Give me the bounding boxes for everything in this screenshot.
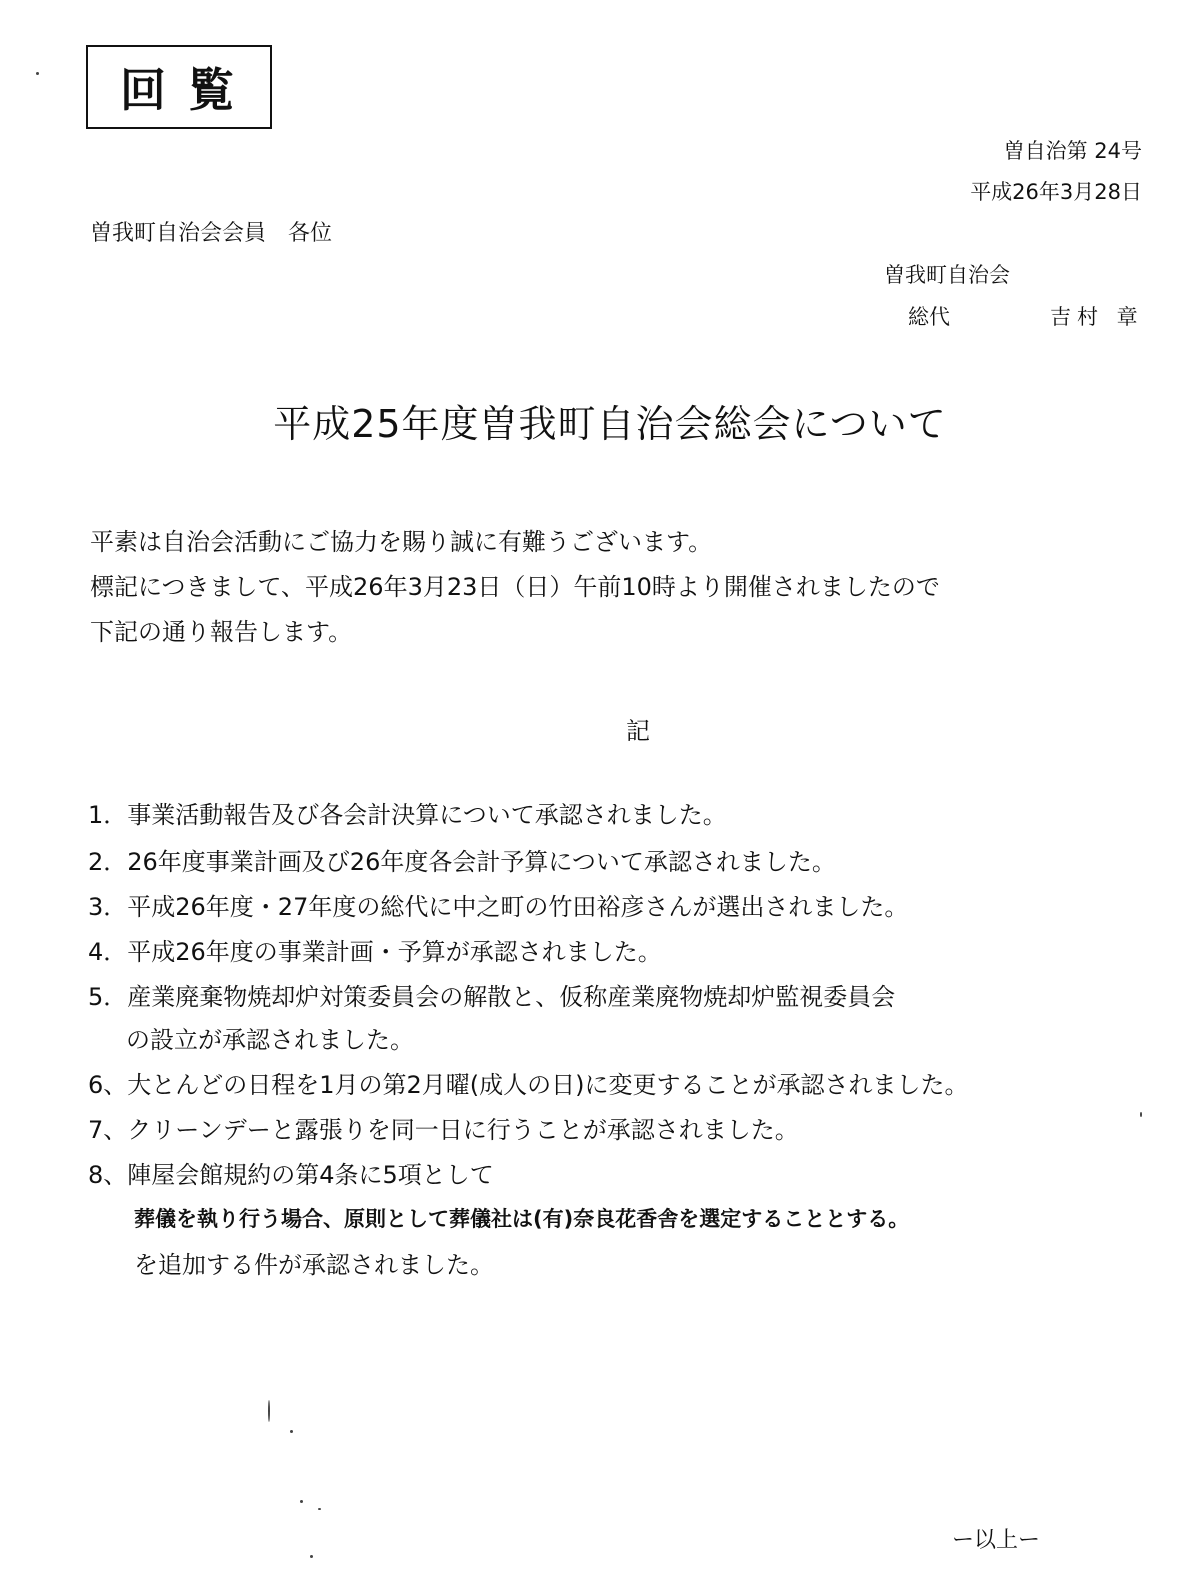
ki-heading: 記 (626, 717, 650, 745)
list-item-8-clause: 葬儀を執り行う場合、原則として葬儀社は(有)奈良花香舎を選定することとする。 (134, 1207, 910, 1231)
scan-speck (1140, 1112, 1142, 1117)
list-item-5-continuation: の設立が承認されました。 (126, 1026, 414, 1054)
intro-line-1: 平素は自治会活動にご協力を賜り誠に有難うございます。 (90, 528, 713, 556)
scan-speck (36, 72, 39, 75)
list-item-7: 7、クリーンデーと露張りを同一日に行うことが承認されました。 (88, 1116, 799, 1144)
list-item-6: 6、大とんどの日程を1月の第2月曜(成人の日)に変更することが承認されました。 (88, 1071, 969, 1099)
sender-organization: 曽我町自治会 (884, 263, 1010, 287)
scan-speck (300, 1500, 303, 1503)
list-item-4: 4．平成26年度の事業計画・予算が承認されました。 (88, 938, 662, 966)
scan-speck (318, 1508, 321, 1510)
closing-mark: ー以上ー (951, 1528, 1040, 1553)
sender-name: 吉村 章 (1050, 305, 1144, 329)
document-title: 平成25年度曽我町自治会総会について (273, 402, 947, 446)
list-item-1: 1．事業活動報告及び各会計決算について承認されました。 (88, 801, 727, 829)
intro-line-2: 標記につきまして、平成26年3月23日（日）午前10時より開催されましたので (90, 573, 940, 601)
scan-speck (310, 1555, 313, 1558)
document-number: 曽自治第 24号 (1003, 139, 1142, 163)
kairan-stamp-box (86, 45, 272, 129)
intro-line-3: 下記の通り報告します。 (90, 618, 353, 646)
addressee: 曽我町自治会会員 各位 (90, 221, 333, 246)
list-item-8-tail: を追加する件が承認されました。 (134, 1251, 494, 1279)
scan-speck (268, 1400, 270, 1422)
scan-speck (290, 1430, 293, 1433)
list-item-8: 8、陣屋会館規約の第4条に5項として (88, 1161, 494, 1189)
kairan-label: 回覧 (120, 63, 256, 117)
list-item-5: 5．産業廃棄物焼却炉対策委員会の解散と、仮称産業廃物焼却炉監視委員会 (88, 983, 896, 1011)
document-date: 平成26年3月28日 (970, 180, 1142, 204)
list-item-3: 3．平成26年度・27年度の総代に中之町の竹田裕彦さんが選出されました。 (88, 893, 909, 921)
list-item-2: 2．26年度事業計画及び26年度各会計予算について承認されました。 (88, 848, 836, 876)
sender-role: 総代 (908, 305, 950, 329)
